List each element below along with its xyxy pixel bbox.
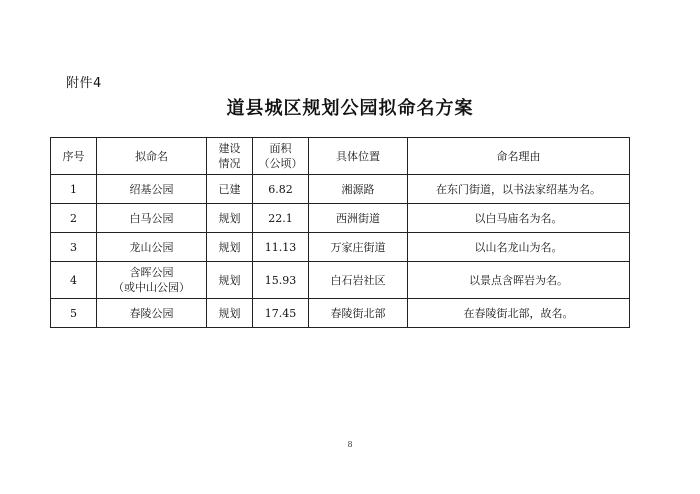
document-title: 道县城区规划公园拟命名方案 [226, 98, 474, 119]
park-naming-table [50, 137, 630, 328]
cell-area: 17.45 [253, 299, 309, 328]
header-area [253, 138, 309, 175]
cell-name-line1: 含晖公园 [129, 266, 174, 279]
header-name: 拟命名 [97, 138, 207, 175]
cell-area: 6.82 [253, 175, 309, 204]
cell-name: 绍基公园 [97, 175, 207, 204]
cell-location: 西洲街道 [309, 204, 408, 233]
cell-reason: 在东门街道，以书法家绍基为名。 [408, 175, 630, 204]
table-row [51, 175, 630, 204]
cell-name-line2: （或中山公园） [113, 281, 190, 294]
cell-reason: 以山名龙山为名。 [408, 233, 630, 262]
cell-status: 规划 [207, 204, 253, 233]
header-status-line2: 情况 [218, 157, 241, 170]
cell-reason: 以景点含晖岩为名。 [408, 262, 630, 299]
table-row [51, 262, 630, 299]
cell-location: 春陵街北部 [309, 299, 408, 328]
table-row [51, 233, 630, 262]
cell-area: 22.1 [253, 204, 309, 233]
attachment-label: 附件4 [66, 76, 102, 91]
cell-index: 3 [51, 233, 97, 262]
cell-area: 15.93 [253, 262, 309, 299]
cell-reason: 以白马庙名为名。 [408, 204, 630, 233]
cell-name: 春陵公园 [97, 299, 207, 328]
header-status-line1: 建设 [218, 142, 241, 155]
table-row [51, 299, 630, 328]
cell-index: 4 [51, 262, 97, 299]
cell-area: 11.13 [253, 233, 309, 262]
header-area-line2: （公顷） [258, 157, 303, 170]
cell-name: 白马公园 [97, 204, 207, 233]
header-location: 具体位置 [309, 138, 408, 175]
cell-status: 已建 [207, 175, 253, 204]
header-reason: 命名理由 [408, 138, 630, 175]
cell-index: 1 [51, 175, 97, 204]
table-header-row [51, 138, 630, 175]
cell-reason: 在春陵街北部，故名。 [408, 299, 630, 328]
header-status [207, 138, 253, 175]
header-area-line1: 面积 [269, 142, 292, 155]
cell-location: 白石岩社区 [309, 262, 408, 299]
cell-index: 2 [51, 204, 97, 233]
header-index: 序号 [51, 138, 97, 175]
cell-location: 湘源路 [309, 175, 408, 204]
cell-name [97, 262, 207, 299]
cell-name: 龙山公园 [97, 233, 207, 262]
table-row [51, 204, 630, 233]
cell-status: 规划 [207, 299, 253, 328]
page-number: 8 [347, 440, 353, 449]
cell-status: 规划 [207, 233, 253, 262]
cell-location: 万家庄街道 [309, 233, 408, 262]
cell-index: 5 [51, 299, 97, 328]
cell-status: 规划 [207, 262, 253, 299]
